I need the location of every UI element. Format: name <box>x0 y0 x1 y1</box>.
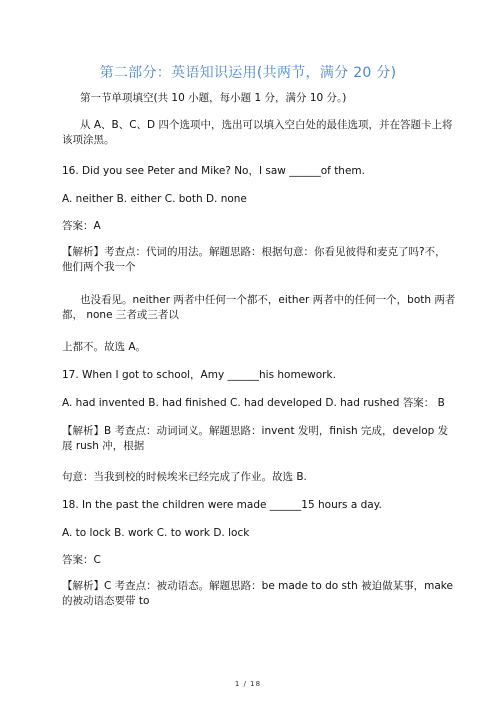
question-17: 17. When I got to school，Amy ______his homework. <box>62 369 336 381</box>
question-16-explanation-3: 上都不。故选 A。 <box>62 341 147 353</box>
question-18-options: A. to lock B. work C. to work D. lock <box>62 527 250 539</box>
question-17-explanation-2: 句意：当我到校的时候埃米已经完成了作业。故选 B. <box>62 471 307 483</box>
question-16: 16. Did you see Peter and Mike? No，I saw ______of them. <box>62 165 365 177</box>
question-16-answer: 答案：A <box>62 220 101 232</box>
question-18-answer: 答案：C <box>62 554 101 566</box>
section-heading: 第一节单项填空(共 10 小题，每小题 1 分，满分 10 分。) <box>80 92 347 104</box>
question-16-explanation-1: 【解析】考查点：代词的用法。解题思路：根据句意：你看见彼得和麦克了吗?不，他们两个我一个 <box>62 246 446 273</box>
page-number: 1 / 18 <box>234 680 262 688</box>
question-17-explanation-1: 【解析】B 考查点：动词词义。解题思路：invent 发明，finish 完成，develop 发展 rush 冲，根据 <box>62 425 449 452</box>
question-16-options: A. neither B. either C. both D. none <box>62 193 247 205</box>
question-16-explanation-2: 也没看见。neither 两者中任何一个都不，either 两者中的任何一个，both 两者都， none 三者或三者以 <box>62 294 456 321</box>
question-18-explanation-1: 【解析】C 考查点：被动语态。解题思路：be made to do sth 被迫做某事，make 的被动语态要带 to <box>62 580 453 607</box>
question-18: 18. In the past the children were made ______15 hours a day. <box>62 499 382 511</box>
question-17-options: A. had invented B. had finished C. had developed D. had rushed 答案： B <box>62 397 445 409</box>
section-title: 第二部分：英语知识运用(共两节，满分 20 分) <box>99 65 397 81</box>
instructions-text: 从 A、B、C、D 四个选项中，选出可以填入空白处的最佳选项，并在答题卡上将该项涂黑。 <box>62 119 453 146</box>
